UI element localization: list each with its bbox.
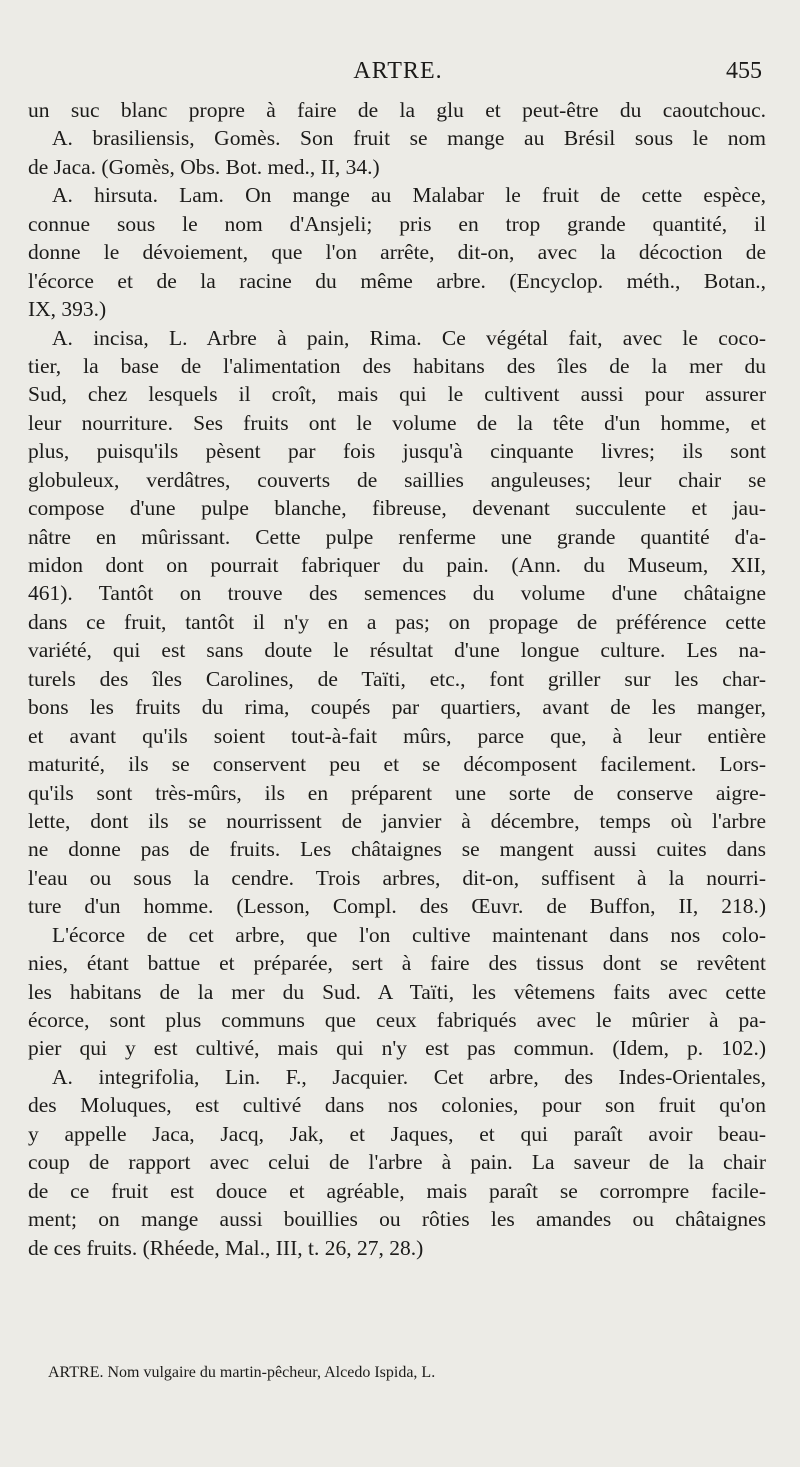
text-line: A. integrifolia, Lin. F., Jacquier. Cet arbre, des Indes-Orientales, [52, 1064, 766, 1089]
text-line: IX, 393.) [28, 297, 107, 322]
text-line: ture d'un homme. (Lesson, Compl. des Œuvr. de Buffon, II, 218.) [28, 894, 766, 919]
text-line: nâtre en mûrissant. Cette pulpe renferme une grande quantité d'a- [28, 524, 766, 549]
text-line: de Jaca. (Gomès, Obs. Bot. med., II, 34.) [28, 154, 380, 179]
text-line: Sud, chez lesquels il croît, mais qui le cultivent aussi pour assurer [28, 382, 766, 407]
text-line: nies, étant battue et préparée, sert à faire des tissus dont se revêtent [28, 951, 766, 976]
text-line: midon dont on pourrait fabriquer du pain. (Ann. du Museum, XII, [28, 553, 766, 577]
page-number: 455 [726, 58, 762, 84]
text-line: globuleux, verdâtres, couverts de saillies anguleuses; leur chair se [28, 467, 766, 492]
text-line: de ce fruit est douce et agréable, mais paraît se corrompre facile- [28, 1178, 766, 1203]
body-text [28, 96, 766, 1262]
text-line: A. brasiliensis, Gomès. Son fruit se mange au Brésil sous le nom [52, 126, 766, 151]
running-title: ARTRE. [353, 58, 443, 84]
text-line: bons les fruits du rima, coupés par quartiers, avant de les manger, [28, 695, 766, 720]
text-line: compose d'une pulpe blanche, fibreuse, devenant succulente et jau- [28, 496, 766, 521]
text-line: des Moluques, est cultivé dans nos colonies, pour son fruit qu'on [28, 1093, 766, 1118]
text-line: connue sous le nom d'Ansjeli; pris en trop grande quantité, il [28, 211, 766, 236]
text-line: maturité, ils se conservent peu et se décomposent facilement. Lors- [28, 752, 766, 777]
page-header [28, 58, 768, 92]
text-line: A. incisa, L. Arbre à pain, Rima. Ce végétal fait, avec le coco- [52, 325, 766, 350]
text-line: l'écorce et de la racine du même arbre. (Encyclop. méth., Botan., [28, 268, 766, 293]
text-line: les habitans de la mer du Sud. A Taïti, les vêtemens faits avec cette [28, 979, 766, 1004]
text-line: ne donne pas de fruits. Les châtaignes se mangent aussi cuites dans [28, 837, 766, 862]
text-line: et avant qu'ils soient tout-à-fait mûrs, parce que, à leur entière [28, 723, 766, 748]
text-line: écorce, sont plus communs que ceux fabriqués avec le mûrier à pa- [28, 1008, 766, 1032]
text-line: donne le dévoiement, que l'on arrête, dit-on, avec la décoction de [28, 240, 766, 265]
text-line: plus, puisqu'ils pèsent par fois jusqu'à cinquante livres; ils sont [28, 439, 766, 464]
text-line: tier, la base de l'alimentation des habitans des îles de la mer du [28, 353, 766, 378]
text-line: leur nourriture. Ses fruits ont le volume de la tête d'un homme, et [28, 410, 766, 435]
text-line: dans ce fruit, tantôt il n'y en a pas; on propage de préférence cette [28, 609, 766, 634]
text-line: A. hirsuta. Lam. On mange au Malabar le fruit de cette espèce, [52, 183, 766, 208]
text-line: lette, dont ils se nourrissent de janvier à décembre, temps où l'arbre [28, 808, 766, 833]
text-line: L'écorce de cet arbre, que l'on cultive maintenant dans nos colo- [52, 922, 766, 947]
text-line: turels des îles Carolines, de Taïti, etc., font griller sur les char- [28, 666, 766, 691]
text-line: qu'ils sont très-mûrs, ils en préparent une sorte de conserve aigre- [28, 780, 766, 805]
text-line: coup de rapport avec celui de l'arbre à pain. La saveur de la chair [28, 1150, 766, 1175]
text-line: pier qui y est cultivé, mais qui n'y est pas commun. (Idem, p. 102.) [28, 1036, 766, 1061]
footnote: ARTRE. Nom vulgaire du martin-pêcheur, Alcedo Ispida, L. [48, 1364, 436, 1381]
text-line: ment; on mange aussi bouillies ou rôties les amandes ou châtaignes [28, 1207, 766, 1232]
text-line: l'eau ou sous la cendre. Trois arbres, dit-on, suffisent à la nourri- [28, 865, 766, 890]
text-line: y appelle Jaca, Jacq, Jak, et Jaques, et qui paraît avoir beau- [28, 1121, 766, 1146]
text-line: de ces fruits. (Rhéede, Mal., III, t. 26, 27, 28.) [28, 1235, 424, 1260]
text-line: variété, qui est sans doute le résultat d'une longue culture. Les na- [28, 638, 766, 663]
text-line: un suc blanc propre à faire de la glu et peut-être du caoutchouc. [28, 98, 766, 122]
text-line: 461). Tantôt on trouve des semences du volume d'une châtaigne [28, 581, 766, 606]
